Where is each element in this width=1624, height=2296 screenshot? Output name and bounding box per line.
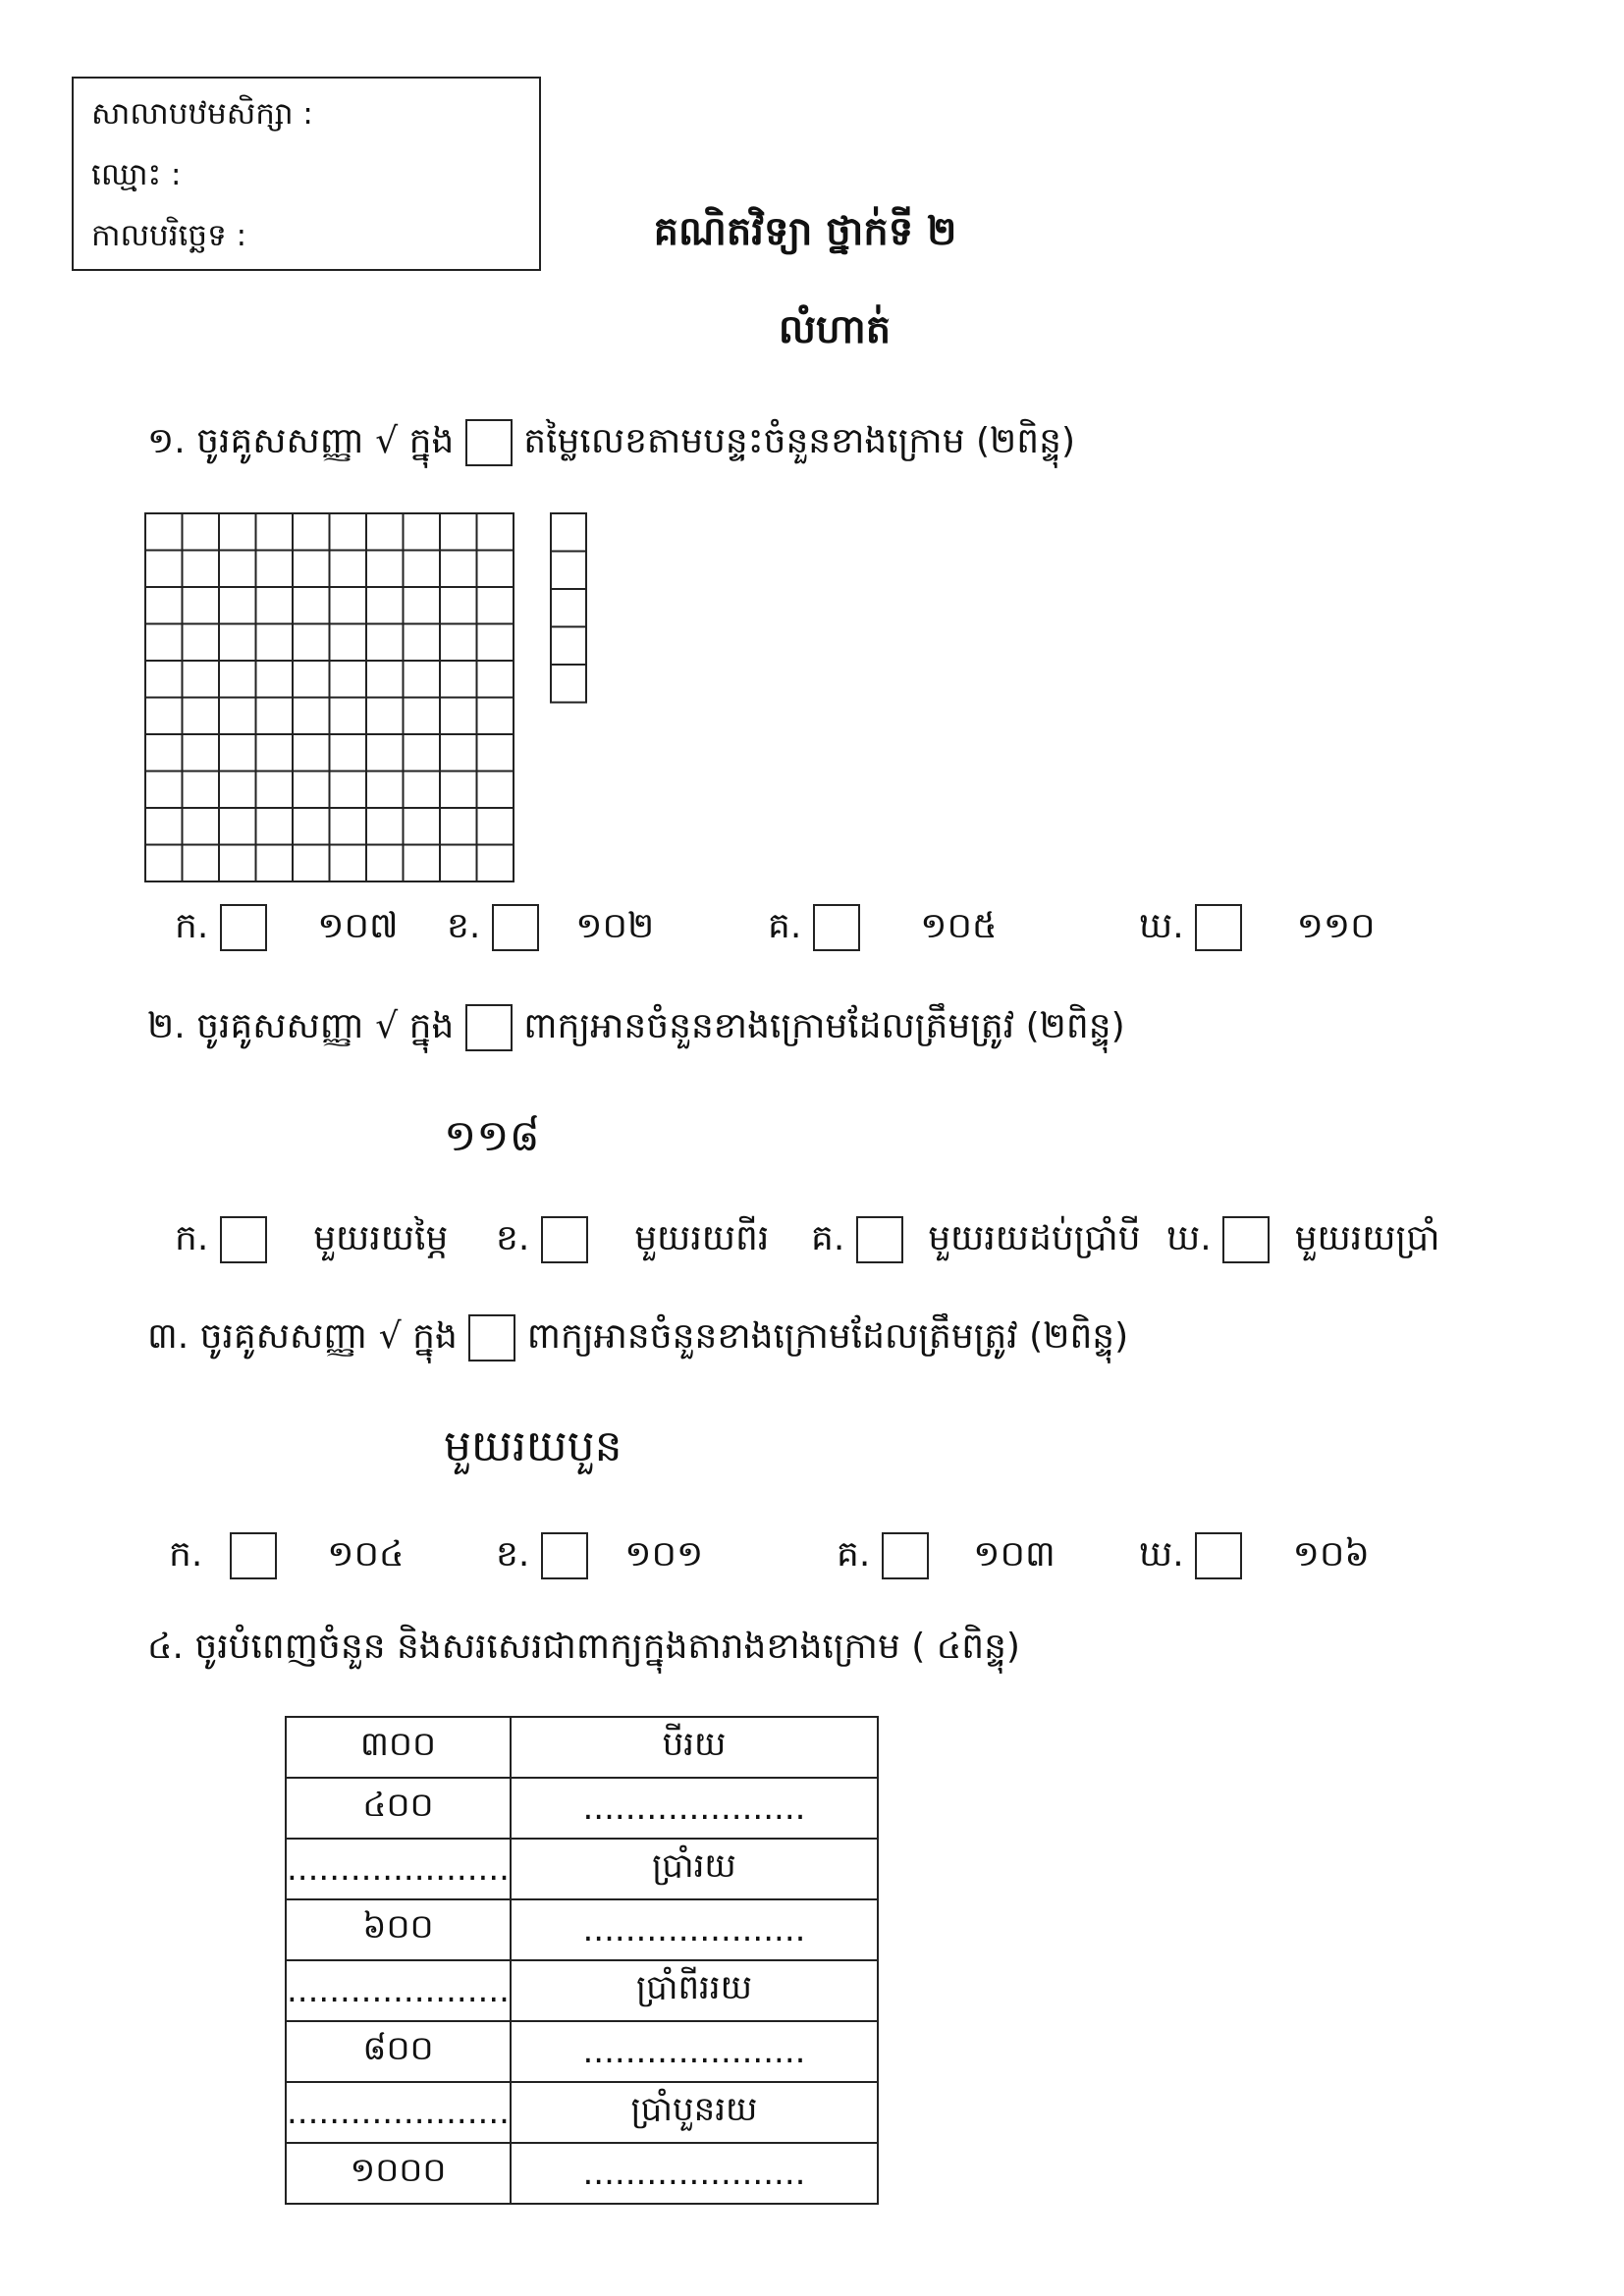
number-cell[interactable]: ..................... — [286, 1960, 511, 2021]
q3-option-c[interactable] — [837, 1531, 1056, 1579]
number-cell[interactable]: ..................... — [286, 1839, 511, 1899]
q1-option-b[interactable] — [447, 903, 654, 951]
q3-instruction — [147, 1313, 1128, 1362]
q2-option-d-value: មួយរយប្រាំ — [1294, 1218, 1440, 1258]
q3-option-d-checkbox[interactable] — [1195, 1532, 1242, 1579]
table-row — [286, 1778, 878, 1839]
q1-option-b-checkbox[interactable] — [492, 904, 539, 951]
q1-option-d[interactable] — [1139, 903, 1376, 951]
q2-option-a[interactable] — [175, 1215, 448, 1263]
unit-cube — [551, 665, 586, 703]
q1-option-a[interactable] — [175, 903, 398, 951]
school-label: សាលាបឋមសិក្សា : — [91, 96, 313, 132]
q1-instruction — [147, 418, 1075, 466]
table-row — [286, 1839, 878, 1899]
page-subtitle: លំហាត់ — [778, 307, 892, 352]
q2-option-c-checkbox[interactable] — [856, 1216, 903, 1263]
q1-option-a-label: ក. — [175, 906, 209, 946]
q4-instruction: ៤. ចូរបំពេញចំនួន និងសរសេរជាពាក្យក្នុងតារាងខាងក្រោម ( ៤ពិន្ទុ) — [147, 1627, 1020, 1667]
q2-option-a-checkbox[interactable] — [220, 1216, 267, 1263]
words-cell[interactable]: ..................... — [511, 2021, 878, 2082]
unit-cube — [551, 627, 586, 666]
table-row — [286, 2143, 878, 2204]
q2-option-d-checkbox[interactable] — [1222, 1216, 1270, 1263]
hundred-block — [145, 513, 514, 881]
q3-option-d[interactable] — [1139, 1531, 1370, 1579]
unit-cube — [551, 513, 586, 552]
number-cell: ១០០០ — [286, 2143, 511, 2204]
q2-option-b[interactable] — [496, 1215, 769, 1263]
number-cell: ៦០០ — [286, 1899, 511, 1960]
q2-option-a-label: ក. — [175, 1218, 209, 1258]
table-row — [286, 1960, 878, 2021]
q1-option-d-label: ឃ. — [1139, 906, 1184, 946]
page-title: គណិតវិទ្យា ថ្នាក់ទី ២ — [653, 209, 957, 254]
q3-option-b-label: ខ. — [496, 1534, 530, 1575]
q3-option-a[interactable] — [169, 1531, 404, 1579]
q1-option-b-value: ១០២ — [575, 906, 655, 946]
q3-option-c-label: គ. — [837, 1534, 871, 1575]
q1-option-b-label: ខ. — [447, 906, 481, 946]
q1-prefix: ១. ចូរគូសសញ្ញា √ ក្នុង — [147, 421, 455, 461]
q2-prefix: ២. ចូរគូសសញ្ញា √ ក្នុង — [147, 1006, 455, 1046]
q2-option-b-label: ខ. — [496, 1218, 530, 1258]
q2-suffix: ពាក្យអានចំនួនខាងក្រោមដែលត្រឹមត្រូវ (២ពិន្ទុ) — [523, 1006, 1125, 1046]
q2-number: ១១៨ — [444, 1111, 540, 1161]
q1-option-d-value: ១១០ — [1296, 906, 1376, 946]
number-cell[interactable]: ..................... — [286, 2082, 511, 2143]
q2-option-d-label: ឃ. — [1166, 1218, 1212, 1258]
number-cell: ៤០០ — [286, 1778, 511, 1839]
words-cell: ប្រាំបួនរយ — [511, 2082, 878, 2143]
q1-suffix: តម្លៃលេខតាមបន្ទះចំនួនខាងក្រោម (២ពិន្ទុ) — [523, 421, 1076, 461]
q3-prefix: ៣. ចូរគូសសញ្ញា √ ក្នុង — [147, 1316, 458, 1357]
number-cell: ៣០០ — [286, 1717, 511, 1778]
q1-example-box — [465, 419, 513, 466]
q2-option-b-checkbox[interactable] — [541, 1216, 588, 1263]
words-cell[interactable]: ..................... — [511, 1899, 878, 1960]
table-row — [286, 1899, 878, 1960]
unit-cubes — [551, 513, 586, 703]
words-cell[interactable]: ..................... — [511, 2143, 878, 2204]
q3-option-a-value: ១០៤ — [327, 1534, 405, 1575]
q1-option-c-checkbox[interactable] — [813, 904, 860, 951]
q3-option-d-label: ឃ. — [1139, 1534, 1184, 1575]
q2-option-d[interactable] — [1166, 1215, 1439, 1263]
q3-example-box — [468, 1314, 515, 1362]
date-label: កាលបរិច្ឆេទ : — [91, 218, 247, 253]
q3-option-a-checkbox[interactable] — [230, 1532, 277, 1579]
number-cell: ៨០០ — [286, 2021, 511, 2082]
base-ten-blocks — [144, 512, 596, 900]
unit-cube — [551, 589, 586, 627]
q2-instruction — [147, 1003, 1125, 1051]
table-row — [286, 2082, 878, 2143]
table-row — [286, 2021, 878, 2082]
words-cell: ប្រាំពីររយ — [511, 1960, 878, 2021]
q4-table — [285, 1716, 879, 2205]
q1-option-c-label: គ. — [768, 906, 802, 946]
q1-option-c-value: ១០៥ — [920, 906, 998, 946]
q1-option-c[interactable] — [768, 903, 997, 951]
words-cell: បីរយ — [511, 1717, 878, 1778]
name-label: ឈ្មោះ : — [91, 157, 182, 192]
q2-example-box — [465, 1004, 513, 1051]
q2-option-c[interactable] — [811, 1215, 1141, 1263]
student-info-box — [72, 77, 541, 271]
q3-option-b-value: ១០១ — [624, 1534, 704, 1575]
q3-option-c-checkbox[interactable] — [882, 1532, 929, 1579]
q2-option-a-value: មួយរយម្ភៃ — [313, 1218, 449, 1258]
q3-words: មួយរយបួន — [444, 1421, 623, 1471]
q1-option-a-checkbox[interactable] — [220, 904, 267, 951]
q1-option-d-checkbox[interactable] — [1195, 904, 1242, 951]
q3-option-a-label: ក. — [169, 1534, 203, 1575]
words-cell[interactable]: ..................... — [511, 1778, 878, 1839]
q2-option-b-value: មួយរយពីរ — [634, 1218, 770, 1258]
q1-option-a-value: ១០៧ — [317, 906, 399, 946]
q3-suffix: ពាក្យអានចំនួនខាងក្រោមដែលត្រឹមត្រូវ (២ពិន្ទុ) — [526, 1316, 1129, 1357]
q2-option-c-label: គ. — [811, 1218, 845, 1258]
unit-cube — [551, 552, 586, 590]
q3-option-b-checkbox[interactable] — [541, 1532, 588, 1579]
words-cell: ប្រាំរយ — [511, 1839, 878, 1899]
table-row — [286, 1717, 878, 1778]
q3-option-b[interactable] — [496, 1531, 703, 1579]
q3-option-d-value: ១០៦ — [1292, 1534, 1370, 1575]
q3-option-c-value: ១០៣ — [973, 1534, 1056, 1575]
q2-option-c-value: មួយរយដប់ប្រាំបី — [928, 1218, 1141, 1258]
